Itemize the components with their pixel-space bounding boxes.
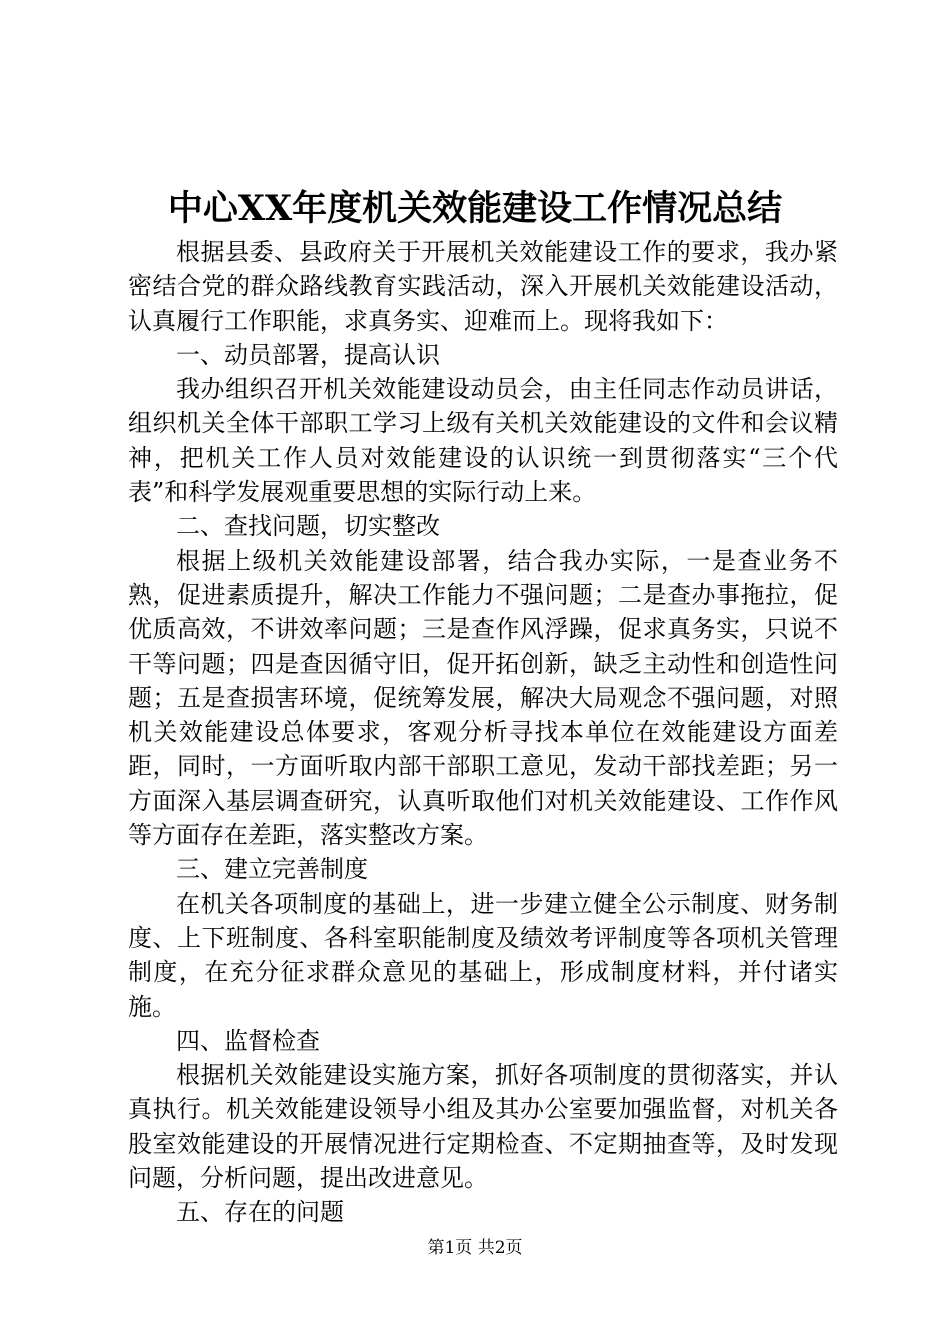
section-heading-1: 一、动员部署，提高认识 xyxy=(176,340,440,369)
paragraph-intro: 根据县委、县政府关于开展机关效能建设工作的要求，我办紧密结合党的群众路线教育实践活动，深入开展机关效能建设活动，认真履行工作职能，求真务实、迎难而上。现将我如下： xyxy=(128,238,838,335)
section-heading-3: 三、建立完善制度 xyxy=(176,855,368,884)
paragraph-section-2: 根据上级机关效能建设部署，结合我办实际，一是查业务不熟，促进素质提升，解决工作能力不强问题；二是查办事拖拉，促优质高效，不讲效率问题；三是查作风浮躁，促求真务实，只说不干等问题；四是查因循守旧，促开拓创新，缺乏主动性和创造性问题；五是查损害环境，促统筹发展，解决大局观念不强问题，对照机关效能建设总体要求，客观分析寻找本单位在效能建设方面差距，同时，一方面听取内部干部职工意见，发动干部找差距；另一方面深入基层调查研究，认真听取他们对机关效能建设、工作作风等方面存在差距，落实整改方案。 xyxy=(128,546,838,850)
document-title: 中心XX年度机关效能建设工作情况总结 xyxy=(167,188,783,229)
document-body xyxy=(128,235,838,1230)
section-heading-4: 四、监督检查 xyxy=(176,1026,320,1055)
paragraph-section-1: 我办组织召开机关效能建设动员会，由主任同志作动员讲话，组织机关全体干部职工学习上级有关机关效能建设的文件和会议精神，把机关工作人员对效能建设的认识统一到贯彻落实“三个代表”和科学发展观重要思想的实际行动上来。 xyxy=(128,375,838,507)
section-heading-5: 五、存在的问题 xyxy=(176,1198,344,1227)
page-footer: 第1页 共2页 xyxy=(427,1238,523,1258)
section-heading-2: 二、查找问题，切实整改 xyxy=(176,512,440,541)
paragraph-section-3: 在机关各项制度的基础上，进一步建立健全公示制度、财务制度、上下班制度、各科室职能制度及绩效考评制度等各项机关管理制度，在充分征求群众意见的基础上，形成制度材料，并付诸实施。 xyxy=(128,889,838,1021)
paragraph-section-4: 根据机关效能建设实施方案，抓好各项制度的贯彻落实，并认真执行。机关效能建设领导小组及其办公室要加强监督，对机关各股室效能建设的开展情况进行定期检查、不定期抽查等，及时发现问题，分析问题，提出改进意见。 xyxy=(128,1061,838,1193)
